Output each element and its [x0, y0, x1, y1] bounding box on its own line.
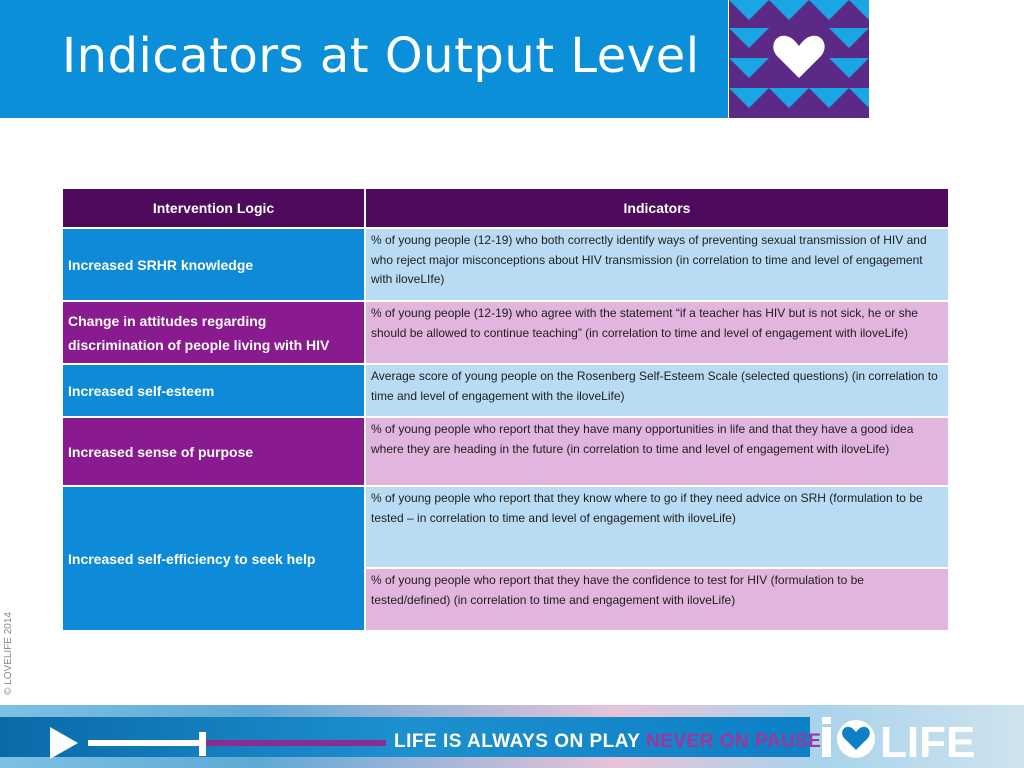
lovelife-brand-logo	[822, 717, 1012, 761]
slide-title: Indicators at Output Level	[62, 28, 700, 84]
column-header-indicators: Indicators	[365, 188, 949, 228]
indicator-cell: % of young people (12-19) who agree with the statement “if a teacher has HIV but is not sick, he or she should be allowed to continue teaching” (in correlation to time and level of engagement with iloveLife)	[365, 301, 949, 364]
indicator-cell: % of young people (12-19) who both correctly identify ways of preventing sexual transmission of HIV and who reject major misconceptions about HIV transmission (in correlation to time and level of engagement with iloveLIfe)	[365, 228, 949, 301]
table-header-row	[62, 188, 949, 228]
intervention-logic-cell: Change in attitudes regarding discrimination of people living with HIV	[62, 301, 365, 364]
table-row	[62, 228, 949, 301]
play-icon	[50, 727, 78, 759]
table-row	[62, 301, 949, 364]
table-row	[62, 417, 949, 486]
copyright-notice: © LOVELIFE 2014	[3, 612, 14, 695]
progress-remaining	[206, 740, 386, 746]
brand-text: LIFE	[880, 718, 976, 761]
intervention-logic-cell: Increased self-esteem	[62, 364, 365, 417]
footer-banner	[0, 705, 1024, 768]
indicator-cell: % of young people who report that they know where to go if they need advice on SRH (formulation to be tested – in correlation to time and level of engagement with iloveLife)	[365, 486, 949, 568]
progress-thumb	[199, 732, 206, 756]
title-bar	[0, 0, 728, 118]
indicator-cell: Average score of young people on the Rosenberg Self-Esteem Scale (selected questions) (in correlation to time and level of engagement with the iloveLife)	[365, 364, 949, 417]
banner-slogan	[394, 731, 821, 753]
indicator-cell: % of young people who report that they have the confidence to test for HIV (formulation to be tested/defined) (in correlation to time and engagement with iloveLife)	[365, 568, 949, 631]
heart-pattern-logo-icon	[729, 0, 869, 118]
table-row	[62, 364, 949, 417]
intervention-logic-cell: Increased self-efficiency to seek help	[62, 486, 365, 631]
table-row	[62, 486, 949, 568]
slogan-main: LIFE IS ALWAYS ON PLAY	[394, 731, 641, 752]
column-header-intervention-logic: Intervention Logic	[62, 188, 365, 228]
indicators-table	[61, 187, 950, 632]
intervention-logic-cell: Increased sense of purpose	[62, 417, 365, 486]
progress-track	[88, 740, 203, 746]
slogan-accent: NEVER ON PAUSE	[645, 731, 822, 752]
indicator-cell: % of young people who report that they have many opportunities in life and that they have a good idea where they are heading in the future (in correlation to time and level of engagement with iloveLife)	[365, 417, 949, 486]
intervention-logic-cell: Increased SRHR knowledge	[62, 228, 365, 301]
